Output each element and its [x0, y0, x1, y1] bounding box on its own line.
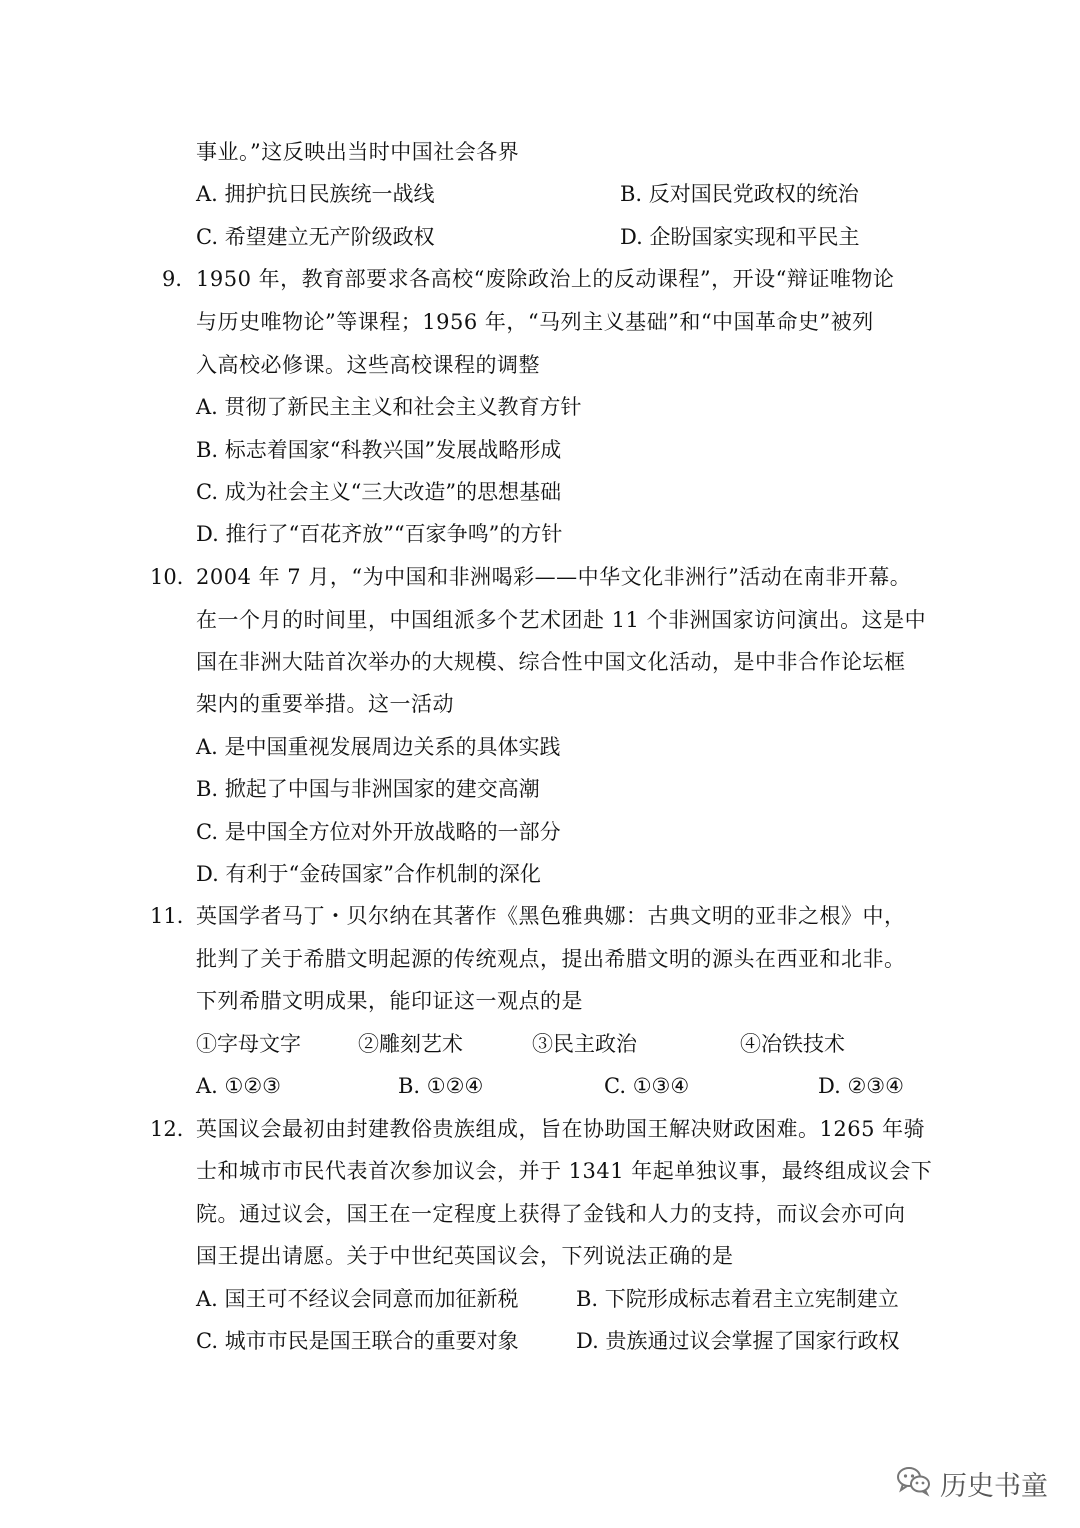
option-key: C. [196, 1329, 218, 1353]
q9-option-a [196, 393, 582, 421]
option-text: ②③④ [847, 1074, 904, 1098]
option-key: A. [196, 395, 218, 419]
question-11-line: 英国学者马丁・贝尔纳在其著作《黑色雅典娜：古典文明的亚非之根》中， [196, 904, 906, 928]
option-key: A. [196, 182, 218, 206]
question-12-line: 士和城市市民代表首次参加议会，并于 1341 年起单独议事，最终组成议会下 [196, 1159, 933, 1183]
option-key: B. [398, 1074, 421, 1098]
question-10-line: 2004 年 7 月，“为中国和非洲喝彩——中华文化非洲行”活动在南非开幕。 [196, 565, 912, 589]
question-12-line: 院。通过议会，国王在一定程度上获得了金钱和人力的支持，而议会亦可向 [196, 1202, 906, 1226]
q11-item-3: ③民主政治 [532, 1032, 637, 1056]
option-text: 下院形成标志着君主立宪制建立 [604, 1287, 899, 1311]
option-key: A. [196, 1074, 218, 1098]
q9-option-c [196, 478, 561, 506]
option-key: C. [196, 480, 218, 504]
question-10-line: 在一个月的时间里，中国组派多个艺术团赴 11 个非洲国家访问演出。这是中 [196, 608, 927, 632]
q11-option-d [818, 1072, 904, 1100]
option-text: ①③④ [632, 1074, 690, 1098]
q10-option-c [196, 818, 561, 846]
option-key: A. [196, 735, 218, 759]
option-text: 反对国民党政权的统治 [648, 182, 859, 206]
question-10-line: 架内的重要举措。这一活动 [196, 692, 454, 716]
q11-item-1: ①字母文字 [196, 1032, 301, 1056]
option-key: D. [196, 522, 219, 546]
q8-option-d [620, 223, 859, 251]
q10-option-d [196, 860, 541, 888]
option-key: C. [604, 1074, 626, 1098]
option-text: 国王可不经议会同意而加征新税 [224, 1287, 519, 1311]
question-11-number: 11． [150, 904, 198, 928]
q11-option-c [604, 1072, 689, 1100]
q9-option-b [196, 436, 561, 464]
q12-option-b [576, 1285, 899, 1313]
option-text: ①②④ [426, 1074, 484, 1098]
q12-option-c [196, 1327, 519, 1355]
option-text: 是中国重视发展周边关系的具体实践 [224, 735, 561, 759]
option-key: D. [818, 1074, 841, 1098]
option-key: D. [620, 225, 643, 249]
option-key: D. [196, 862, 219, 886]
question-12-number: 12． [150, 1117, 198, 1141]
q8-option-b [620, 180, 859, 208]
question-9-line: 与历史唯物论”等课程；1956 年，“马列主义基础”和“中国革命史”被列 [196, 310, 874, 334]
option-text: 有利于“金砖国家”合作机制的深化 [225, 862, 541, 886]
option-text: 是中国全方位对外开放战略的一部分 [224, 820, 561, 844]
question-12-line: 国王提出请愿。关于中世纪英国议会，下列说法正确的是 [196, 1244, 734, 1268]
wechat-icon [896, 1465, 932, 1501]
q11-option-a [196, 1072, 281, 1100]
question-9-line: 入高校必修课。这些高校课程的调整 [196, 353, 540, 377]
q8-option-a [196, 180, 435, 208]
option-key: A. [196, 1287, 218, 1311]
option-key: B. [620, 182, 643, 206]
q10-option-a [196, 733, 561, 761]
question-9-line: 1950 年，教育部要求各高校“废除政治上的反动课程”，开设“辩证唯物论 [196, 267, 895, 291]
question-11-line: 下列希腊文明成果，能印证这一观点的是 [196, 989, 583, 1013]
option-text: 希望建立无产阶级政权 [224, 225, 435, 249]
option-key: B. [576, 1287, 599, 1311]
option-text: 企盼国家实现和平民主 [649, 225, 860, 249]
option-key: B. [196, 777, 219, 801]
option-text: 贵族通过议会掌握了国家行政权 [605, 1329, 900, 1353]
option-key: C. [196, 225, 218, 249]
option-text: 掀起了中国与非洲国家的建交高潮 [224, 777, 540, 801]
option-text: 标志着国家“科教兴国”发展战略形成 [224, 438, 562, 462]
q8-option-c [196, 223, 435, 251]
q10-option-b [196, 775, 540, 803]
option-text: 贯彻了新民主主义和社会主义教育方针 [224, 395, 582, 419]
option-text: ①②③ [224, 1074, 282, 1098]
watermark-text: 历史书童 [940, 1470, 1048, 1502]
q9-option-d [196, 520, 562, 548]
watermark [896, 1463, 1048, 1503]
option-text: 城市市民是国王联合的重要对象 [224, 1329, 519, 1353]
option-key: C. [196, 820, 218, 844]
q12-option-a [196, 1285, 519, 1313]
question-10-number: 10． [150, 565, 198, 589]
question-11-line: 批判了关于希腊文明起源的传统观点，提出希腊文明的源头在西亚和北非。 [196, 947, 906, 971]
option-text: 拥护抗日民族统一战线 [224, 182, 435, 206]
option-text: 推行了“百花齐放”“百家争鸣”的方针 [225, 522, 563, 546]
question-10-line: 国在非洲大陆首次举办的大规模、综合性中国文化活动，是中非合作论坛框 [196, 650, 906, 674]
q11-item-4: ④冶铁技术 [740, 1032, 845, 1056]
question-9-number: 9． [162, 267, 197, 291]
option-text: 成为社会主义“三大改造”的思想基础 [224, 480, 562, 504]
question-12-line: 英国议会最初由封建教俗贵族组成，旨在协助国王解决财政困难。1265 年骑 [196, 1117, 926, 1141]
option-key: B. [196, 438, 219, 462]
q11-option-b [398, 1072, 483, 1100]
q11-item-2: ②雕刻艺术 [358, 1032, 463, 1056]
option-key: D. [576, 1329, 599, 1353]
q12-option-d [576, 1327, 899, 1355]
question-8-continuation: 事业。”这反映出当时中国社会各界 [196, 140, 520, 164]
